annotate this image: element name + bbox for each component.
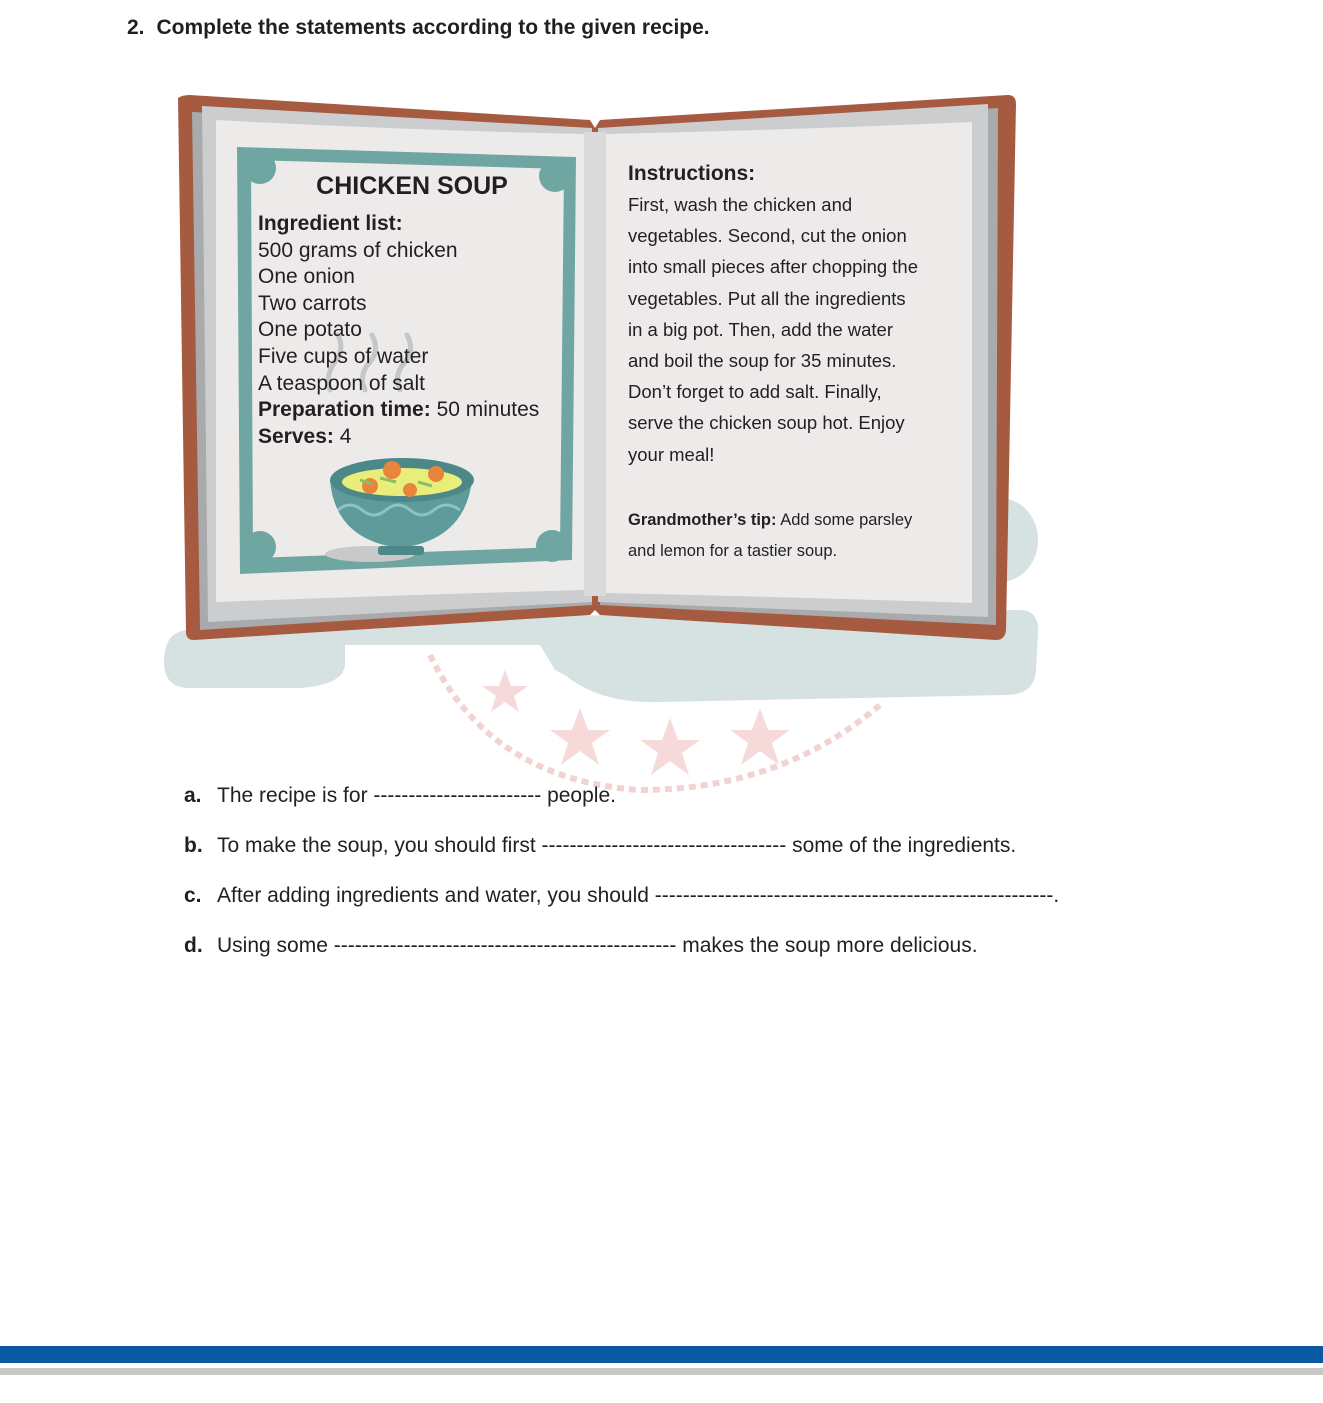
book-spine bbox=[584, 132, 606, 596]
statement-text: Using some ------------------------------------------------- makes the soup more delicious. bbox=[217, 934, 978, 957]
ingredient-item: One onion bbox=[258, 265, 355, 289]
statement-text: The recipe is for ------------------------ people. bbox=[217, 784, 616, 807]
ingredient-item: One potato bbox=[258, 318, 362, 342]
grandmothers-tip bbox=[628, 505, 958, 567]
statement-letter: b. bbox=[184, 834, 203, 857]
statement-b bbox=[184, 830, 1059, 880]
question-heading bbox=[127, 16, 710, 40]
question-number: 2. bbox=[127, 16, 145, 39]
ingredient-item: Five cups of water bbox=[258, 344, 429, 368]
statement-letter: a. bbox=[184, 784, 202, 807]
statement-letter: d. bbox=[184, 934, 203, 957]
question-text: Complete the statements according to the given recipe. bbox=[156, 16, 710, 39]
recipe-title: CHICKEN SOUP bbox=[316, 172, 508, 200]
statement-letter: c. bbox=[184, 884, 202, 907]
statement-d bbox=[184, 930, 1059, 980]
statement-list bbox=[184, 780, 1059, 980]
statement-c bbox=[184, 880, 1059, 930]
statement-text: After adding ingredients and water, you should ---------------------------------------------------------. bbox=[217, 884, 1060, 907]
tip-label: Grandmother’s tip: bbox=[628, 511, 777, 529]
footer-bar-blue bbox=[0, 1346, 1323, 1363]
preparation-time-label: Preparation time: bbox=[258, 398, 431, 422]
ingredient-item: Two carrots bbox=[258, 291, 367, 315]
footer-bar-grey bbox=[0, 1368, 1323, 1375]
instructions-heading: Instructions: bbox=[628, 162, 756, 185]
statement-a bbox=[184, 780, 1059, 830]
serves-label: Serves: bbox=[258, 424, 334, 448]
serves bbox=[258, 424, 539, 451]
preparation-time bbox=[258, 397, 539, 424]
ingredient-list-heading: Ingredient list: bbox=[258, 212, 403, 235]
ingredient-item: 500 grams of chicken bbox=[258, 238, 458, 262]
instructions-text: First, wash the chicken and vegetables. Second, cut the onion into small pieces after chopping the vegetables. Put all the ingredients in a big pot. Then, add the water and boil the soup for 35 minutes. Don’t forget to add salt. Finally, serve the chicken soup hot. Enjoy your meal! bbox=[628, 194, 919, 465]
tip-text: Add some parsley and lemon for a tastier soup. bbox=[628, 511, 913, 560]
serves-value: 4 bbox=[339, 424, 352, 448]
ingredient-list bbox=[258, 211, 539, 450]
preparation-time-value: 50 minutes bbox=[436, 398, 540, 422]
ingredient-item: A teaspoon of salt bbox=[258, 371, 425, 395]
instructions bbox=[628, 160, 958, 470]
statement-text: To make the soup, you should first ----------------------------------- some of the ingredients. bbox=[217, 834, 1017, 857]
